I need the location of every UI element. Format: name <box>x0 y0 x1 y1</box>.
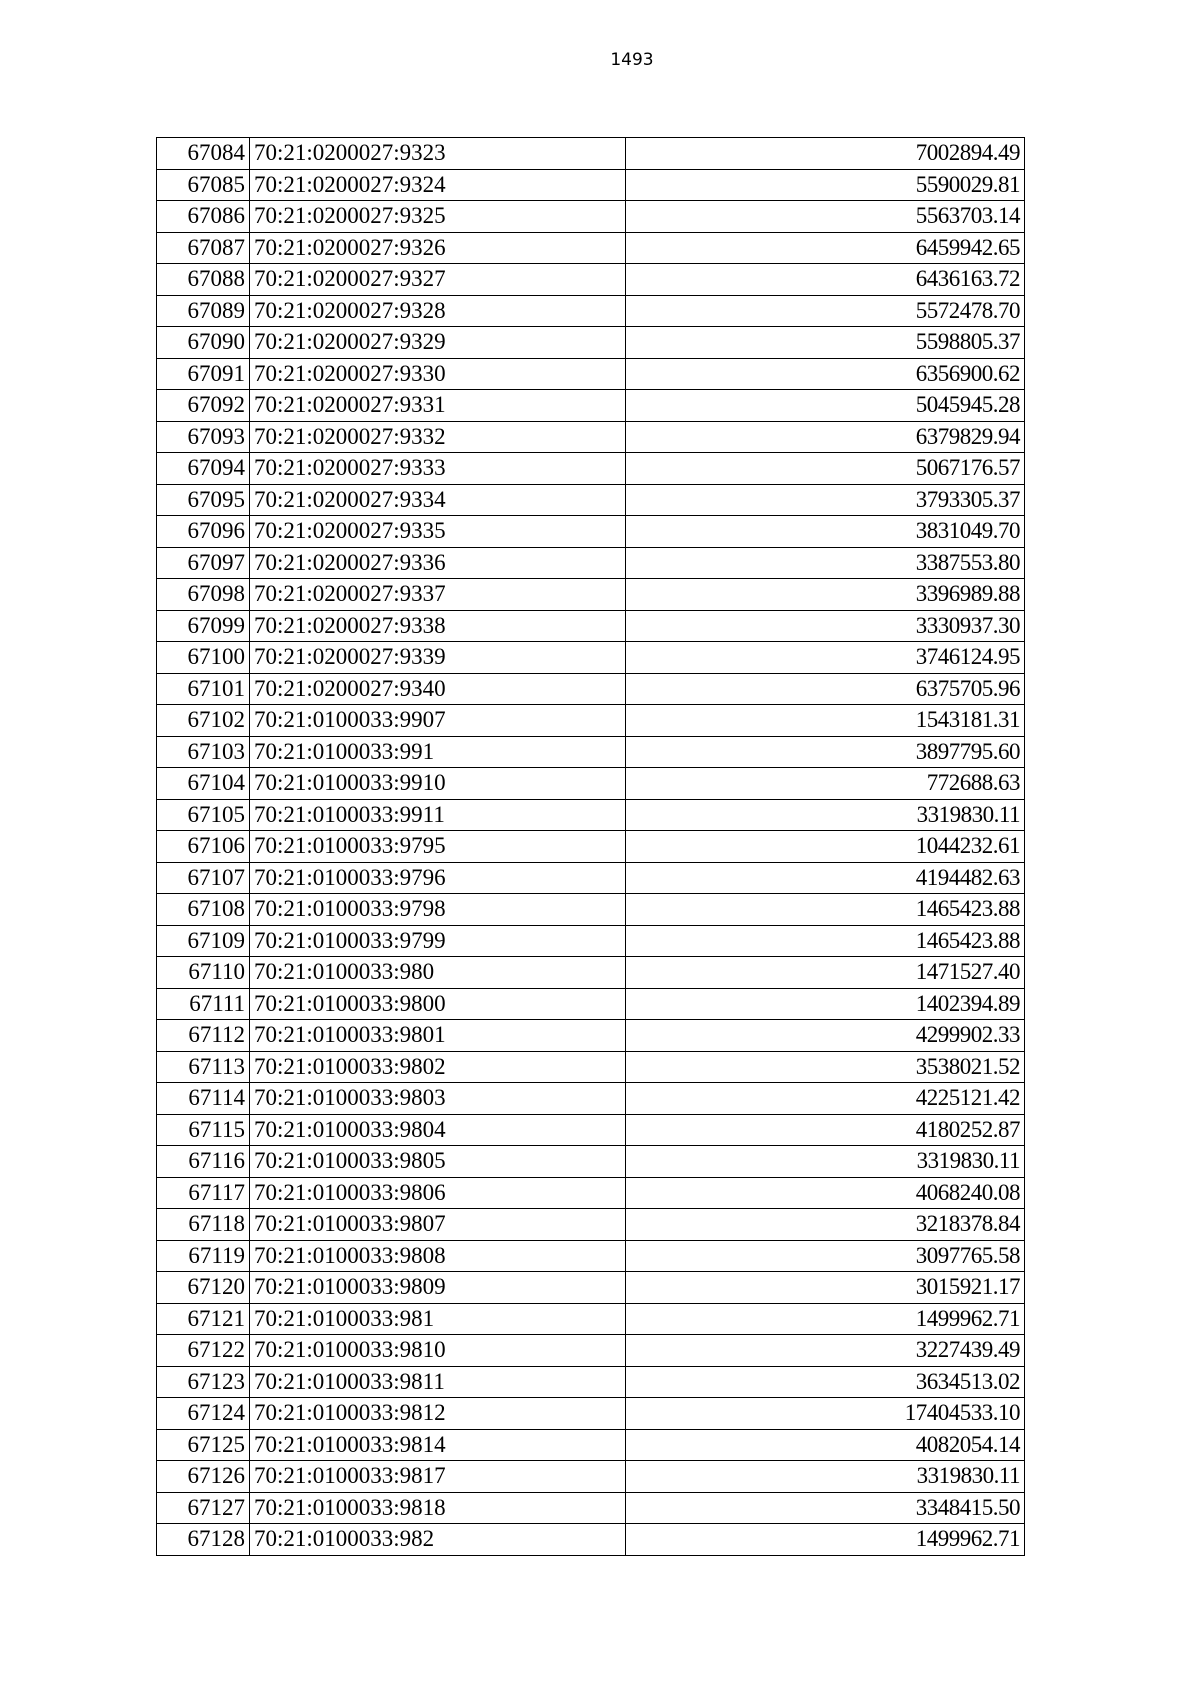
cadastral-value-cell: 3538021.52 <box>626 1051 1025 1083</box>
table-row <box>157 1240 1025 1272</box>
row-number-cell: 67122 <box>157 1335 250 1367</box>
cadastral-value-cell: 3793305.37 <box>626 484 1025 516</box>
table-row <box>157 894 1025 926</box>
cadastral-number-cell: 70:21:0200027:9327 <box>250 264 626 296</box>
row-number-cell: 67123 <box>157 1366 250 1398</box>
table-row <box>157 579 1025 611</box>
cadastral-value-cell: 3897795.60 <box>626 736 1025 768</box>
cadastral-number-cell: 70:21:0100033:9801 <box>250 1020 626 1052</box>
row-number-cell: 67091 <box>157 358 250 390</box>
row-number-cell: 67127 <box>157 1492 250 1524</box>
cadastral-value-cell: 3015921.17 <box>626 1272 1025 1304</box>
cadastral-number-cell: 70:21:0200027:9334 <box>250 484 626 516</box>
cadastral-number-cell: 70:21:0100033:9805 <box>250 1146 626 1178</box>
cadastral-number-cell: 70:21:0100033:9795 <box>250 831 626 863</box>
row-number-cell: 67110 <box>157 957 250 989</box>
cadastral-number-cell: 70:21:0100033:9809 <box>250 1272 626 1304</box>
table-row <box>157 232 1025 264</box>
cadastral-number-cell: 70:21:0200027:9336 <box>250 547 626 579</box>
row-number-cell: 67084 <box>157 138 250 170</box>
cadastral-number-cell: 70:21:0100033:9817 <box>250 1461 626 1493</box>
cadastral-value-cell: 6356900.62 <box>626 358 1025 390</box>
row-number-cell: 67117 <box>157 1177 250 1209</box>
cadastral-value-cell: 3387553.80 <box>626 547 1025 579</box>
row-number-cell: 67085 <box>157 169 250 201</box>
cadastral-value-cell: 6459942.65 <box>626 232 1025 264</box>
cadastral-number-cell: 70:21:0100033:9810 <box>250 1335 626 1367</box>
cadastral-value-cell: 3348415.50 <box>626 1492 1025 1524</box>
cadastral-value-cell: 5572478.70 <box>626 295 1025 327</box>
table-row <box>157 1209 1025 1241</box>
table-row <box>157 1114 1025 1146</box>
table-row <box>157 1461 1025 1493</box>
cadastral-value-cell: 4299902.33 <box>626 1020 1025 1052</box>
cadastral-number-cell: 70:21:0200027:9331 <box>250 390 626 422</box>
row-number-cell: 67095 <box>157 484 250 516</box>
cadastral-number-cell: 70:21:0100033:9807 <box>250 1209 626 1241</box>
cadastral-value-cell: 1044232.61 <box>626 831 1025 863</box>
table-row <box>157 1429 1025 1461</box>
cadastral-value-cell: 1499962.71 <box>626 1303 1025 1335</box>
cadastral-number-cell: 70:21:0100033:9806 <box>250 1177 626 1209</box>
cadastral-number-cell: 70:21:0100033:9910 <box>250 768 626 800</box>
cadastral-number-cell: 70:21:0200027:9340 <box>250 673 626 705</box>
page-number: 1493 <box>610 50 654 70</box>
cadastral-number-cell: 70:21:0200027:9324 <box>250 169 626 201</box>
cadastral-number-cell: 70:21:0100033:9802 <box>250 1051 626 1083</box>
table-row <box>157 988 1025 1020</box>
row-number-cell: 67092 <box>157 390 250 422</box>
cadastral-number-cell: 70:21:0200027:9328 <box>250 295 626 327</box>
row-number-cell: 67126 <box>157 1461 250 1493</box>
cadastral-value-cell: 772688.63 <box>626 768 1025 800</box>
cadastral-value-cell: 4194482.63 <box>626 862 1025 894</box>
cadastral-number-cell: 70:21:0200027:9338 <box>250 610 626 642</box>
cadastral-value-cell: 7002894.49 <box>626 138 1025 170</box>
table-row <box>157 1146 1025 1178</box>
cadastral-value-cell: 3218378.84 <box>626 1209 1025 1241</box>
cadastral-number-cell: 70:21:0100033:9798 <box>250 894 626 926</box>
cadastral-value-cell: 4082054.14 <box>626 1429 1025 1461</box>
table-row <box>157 1272 1025 1304</box>
table-row <box>157 1177 1025 1209</box>
table-row <box>157 1051 1025 1083</box>
cadastral-value-cell: 4225121.42 <box>626 1083 1025 1115</box>
table-row <box>157 957 1025 989</box>
cadastral-number-cell: 70:21:0100033:9800 <box>250 988 626 1020</box>
row-number-cell: 67114 <box>157 1083 250 1115</box>
cadastral-value-cell: 6436163.72 <box>626 264 1025 296</box>
table-row <box>157 642 1025 674</box>
row-number-cell: 67115 <box>157 1114 250 1146</box>
cadastral-number-cell: 70:21:0200027:9330 <box>250 358 626 390</box>
cadastral-value-cell: 1499962.71 <box>626 1524 1025 1556</box>
cadastral-value-cell: 1543181.31 <box>626 705 1025 737</box>
row-number-cell: 67094 <box>157 453 250 485</box>
cadastral-value-cell: 1465423.88 <box>626 894 1025 926</box>
table-row <box>157 1303 1025 1335</box>
cadastral-number-cell: 70:21:0100033:9818 <box>250 1492 626 1524</box>
row-number-cell: 67125 <box>157 1429 250 1461</box>
table-row <box>157 421 1025 453</box>
cadastral-number-cell: 70:21:0100033:9804 <box>250 1114 626 1146</box>
row-number-cell: 67088 <box>157 264 250 296</box>
cadastral-number-cell: 70:21:0100033:9808 <box>250 1240 626 1272</box>
cadastral-value-cell: 4180252.87 <box>626 1114 1025 1146</box>
cadastral-number-cell: 70:21:0100033:982 <box>250 1524 626 1556</box>
table-row <box>157 673 1025 705</box>
row-number-cell: 67106 <box>157 831 250 863</box>
cadastral-value-cell: 5045945.28 <box>626 390 1025 422</box>
row-number-cell: 67102 <box>157 705 250 737</box>
row-number-cell: 67096 <box>157 516 250 548</box>
cadastral-number-cell: 70:21:0200027:9325 <box>250 201 626 233</box>
table-row <box>157 547 1025 579</box>
row-number-cell: 67111 <box>157 988 250 1020</box>
row-number-cell: 67087 <box>157 232 250 264</box>
table-row <box>157 138 1025 170</box>
table-row <box>157 736 1025 768</box>
cadastral-value-cell: 4068240.08 <box>626 1177 1025 1209</box>
table-row <box>157 705 1025 737</box>
row-number-cell: 67116 <box>157 1146 250 1178</box>
cadastral-value-cell: 1402394.89 <box>626 988 1025 1020</box>
table-row <box>157 516 1025 548</box>
cadastral-value-cell: 3634513.02 <box>626 1366 1025 1398</box>
cadastral-value-table <box>156 137 1025 1556</box>
table-row <box>157 484 1025 516</box>
row-number-cell: 67105 <box>157 799 250 831</box>
cadastral-number-cell: 70:21:0200027:9332 <box>250 421 626 453</box>
table-row <box>157 1398 1025 1430</box>
cadastral-value-cell: 3746124.95 <box>626 642 1025 674</box>
cadastral-value-cell: 1471527.40 <box>626 957 1025 989</box>
cadastral-number-cell: 70:21:0200027:9329 <box>250 327 626 359</box>
table-row <box>157 862 1025 894</box>
table-row <box>157 1366 1025 1398</box>
table-row <box>157 1020 1025 1052</box>
cadastral-value-cell: 3319830.11 <box>626 1461 1025 1493</box>
cadastral-value-cell: 17404533.10 <box>626 1398 1025 1430</box>
row-number-cell: 67098 <box>157 579 250 611</box>
row-number-cell: 67119 <box>157 1240 250 1272</box>
table-row <box>157 453 1025 485</box>
cadastral-number-cell: 70:21:0200027:9337 <box>250 579 626 611</box>
table-row <box>157 768 1025 800</box>
cadastral-value-cell: 1465423.88 <box>626 925 1025 957</box>
row-number-cell: 67100 <box>157 642 250 674</box>
table-row <box>157 1492 1025 1524</box>
cadastral-number-cell: 70:21:0100033:9814 <box>250 1429 626 1461</box>
cadastral-value-cell: 3396989.88 <box>626 579 1025 611</box>
table-row <box>157 327 1025 359</box>
table-row <box>157 610 1025 642</box>
table-row <box>157 1524 1025 1556</box>
cadastral-number-cell: 70:21:0100033:9907 <box>250 705 626 737</box>
cadastral-number-cell: 70:21:0100033:991 <box>250 736 626 768</box>
row-number-cell: 67109 <box>157 925 250 957</box>
row-number-cell: 67108 <box>157 894 250 926</box>
row-number-cell: 67107 <box>157 862 250 894</box>
row-number-cell: 67118 <box>157 1209 250 1241</box>
table-row <box>157 1335 1025 1367</box>
row-number-cell: 67113 <box>157 1051 250 1083</box>
table-row <box>157 264 1025 296</box>
row-number-cell: 67124 <box>157 1398 250 1430</box>
cadastral-value-cell: 3319830.11 <box>626 1146 1025 1178</box>
cadastral-number-cell: 70:21:0100033:9799 <box>250 925 626 957</box>
cadastral-number-cell: 70:21:0100033:980 <box>250 957 626 989</box>
table-body <box>157 138 1025 1556</box>
cadastral-value-cell: 5590029.81 <box>626 169 1025 201</box>
row-number-cell: 67104 <box>157 768 250 800</box>
cadastral-value-cell: 5067176.57 <box>626 453 1025 485</box>
row-number-cell: 67121 <box>157 1303 250 1335</box>
row-number-cell: 67103 <box>157 736 250 768</box>
row-number-cell: 67086 <box>157 201 250 233</box>
row-number-cell: 67097 <box>157 547 250 579</box>
cadastral-number-cell: 70:21:0100033:981 <box>250 1303 626 1335</box>
table-row <box>157 799 1025 831</box>
row-number-cell: 67120 <box>157 1272 250 1304</box>
table-row <box>157 925 1025 957</box>
cadastral-value-cell: 6375705.96 <box>626 673 1025 705</box>
cadastral-number-cell: 70:21:0100033:9796 <box>250 862 626 894</box>
table-row <box>157 295 1025 327</box>
row-number-cell: 67093 <box>157 421 250 453</box>
cadastral-number-cell: 70:21:0100033:9812 <box>250 1398 626 1430</box>
cadastral-value-cell: 5598805.37 <box>626 327 1025 359</box>
cadastral-number-cell: 70:21:0100033:9811 <box>250 1366 626 1398</box>
cadastral-number-cell: 70:21:0200027:9333 <box>250 453 626 485</box>
cadastral-number-cell: 70:21:0200027:9323 <box>250 138 626 170</box>
row-number-cell: 67090 <box>157 327 250 359</box>
cadastral-number-cell: 70:21:0200027:9326 <box>250 232 626 264</box>
cadastral-number-cell: 70:21:0100033:9911 <box>250 799 626 831</box>
cadastral-value-cell: 3330937.30 <box>626 610 1025 642</box>
cadastral-value-cell: 3831049.70 <box>626 516 1025 548</box>
table-row <box>157 390 1025 422</box>
row-number-cell: 67101 <box>157 673 250 705</box>
cadastral-number-cell: 70:21:0200027:9339 <box>250 642 626 674</box>
table-row <box>157 169 1025 201</box>
row-number-cell: 67089 <box>157 295 250 327</box>
cadastral-number-cell: 70:21:0200027:9335 <box>250 516 626 548</box>
table-row <box>157 1083 1025 1115</box>
cadastral-value-cell: 5563703.14 <box>626 201 1025 233</box>
cadastral-value-cell: 3097765.58 <box>626 1240 1025 1272</box>
row-number-cell: 67099 <box>157 610 250 642</box>
row-number-cell: 67128 <box>157 1524 250 1556</box>
cadastral-value-cell: 3319830.11 <box>626 799 1025 831</box>
cadastral-number-cell: 70:21:0100033:9803 <box>250 1083 626 1115</box>
table-row <box>157 831 1025 863</box>
cadastral-value-cell: 6379829.94 <box>626 421 1025 453</box>
cadastral-value-cell: 3227439.49 <box>626 1335 1025 1367</box>
row-number-cell: 67112 <box>157 1020 250 1052</box>
table-row <box>157 201 1025 233</box>
table-row <box>157 358 1025 390</box>
